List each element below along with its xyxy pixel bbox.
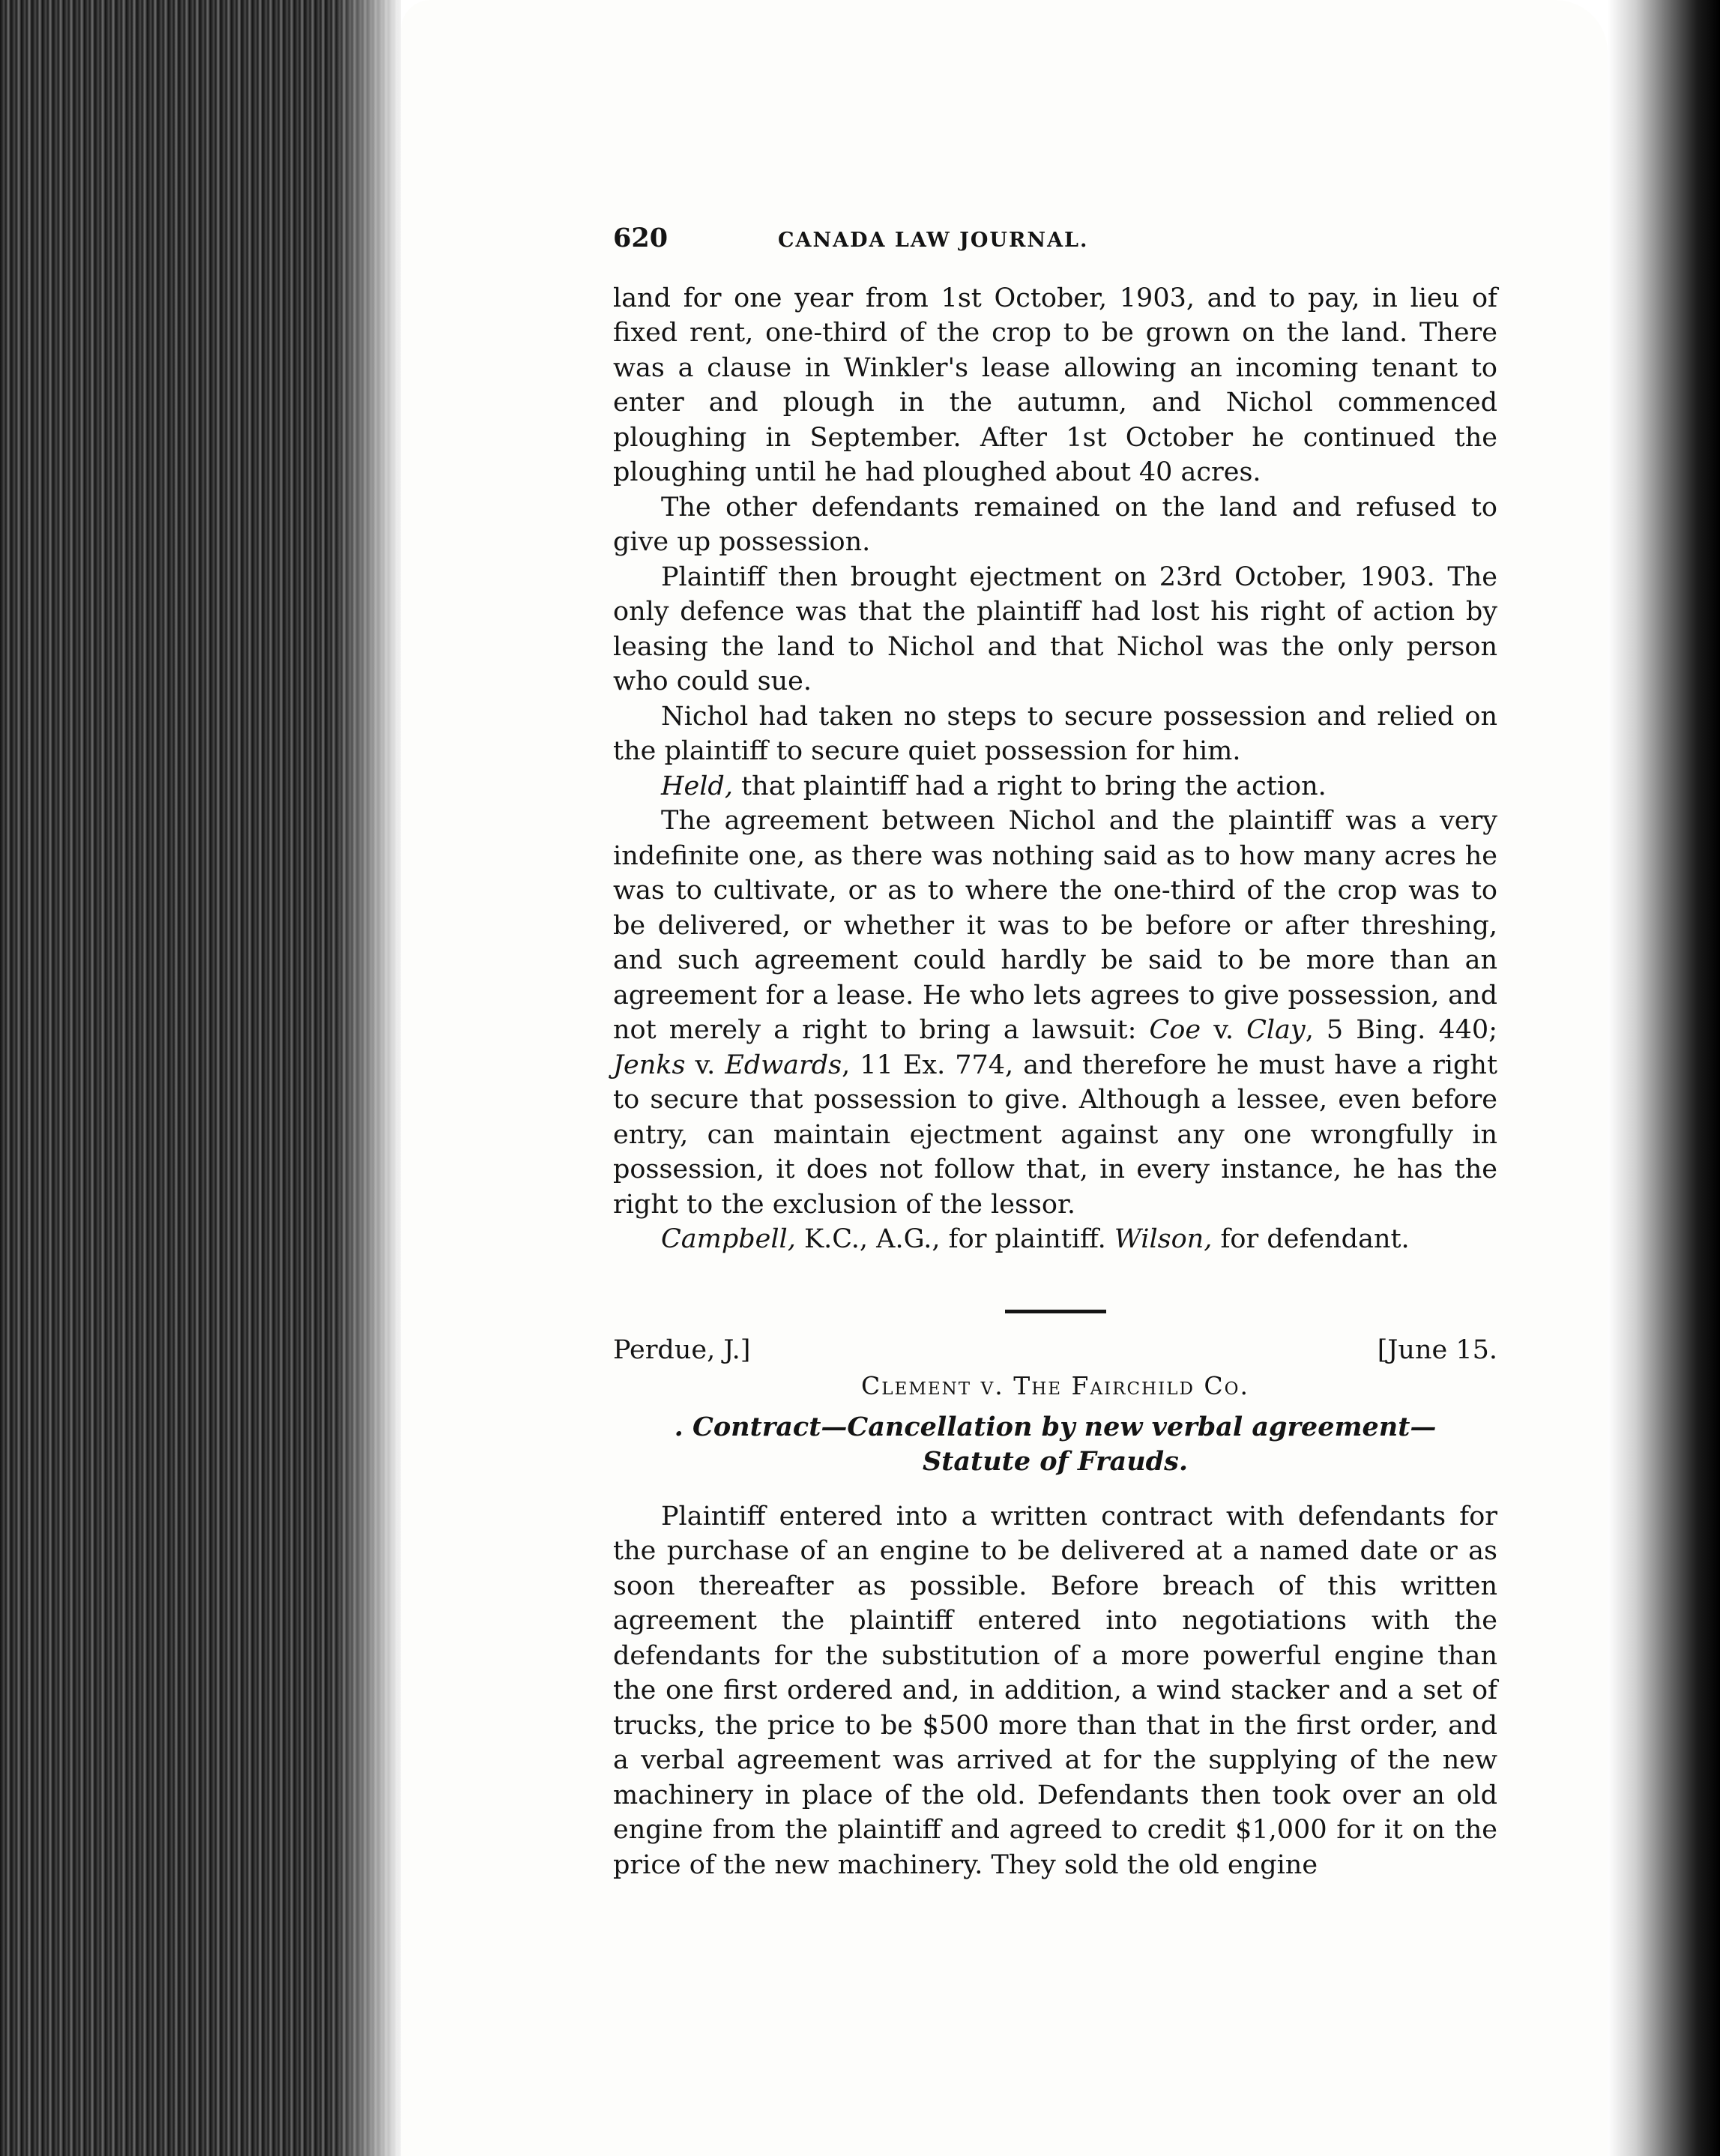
book-shadow-edge bbox=[1608, 0, 1720, 2156]
paragraph: Plaintiff then brought ejectment on 23rd October, 1903. The only defence was that the plaintiff had lost his right of action by leasing the land to Nichol and that Nichol was the only person who could sue. bbox=[613, 561, 1497, 696]
decision-date: [June 15. bbox=[1377, 1334, 1497, 1365]
running-header bbox=[613, 221, 1497, 259]
reasoning-text: , 11 Ex. 774, and therefore he must have a right to secure that possession to give. Although a lessee, even before entry, can maintain ejectment against any one wrongfully in possession, it does not follow that, in every instance, he has the right to the exclusion of the lessor. bbox=[613, 1050, 1498, 1220]
paragraph: Nichol had taken no steps to secure possession and relied on the plaintiff to secure quiet possession for him. bbox=[613, 701, 1497, 766]
journal-title: CANADA LAW JOURNAL. bbox=[778, 229, 1089, 252]
citation: , 5 Bing. 440; bbox=[1305, 1015, 1497, 1045]
case-name: Edwards bbox=[725, 1050, 842, 1080]
counsel-role: for defendant. bbox=[1212, 1224, 1410, 1254]
counsel-role: K.C., A.G., for plaintiff. bbox=[795, 1224, 1114, 1254]
case-title: Clement v. The Fairchild Co. bbox=[861, 1371, 1249, 1400]
case-name: Coe bbox=[1149, 1015, 1201, 1045]
judge: Perdue, J.] bbox=[613, 1334, 751, 1365]
versus: v. bbox=[1201, 1015, 1247, 1045]
book-binding-edge bbox=[0, 0, 401, 2156]
held-label: Held, bbox=[661, 771, 733, 801]
section-divider bbox=[1005, 1310, 1106, 1313]
page-number: 620 bbox=[613, 223, 669, 253]
paragraph: The other defendants remained on the land and refused to give up possession. bbox=[613, 492, 1497, 557]
headnote: . Contract—Cancellation by new verbal agreement—Statute of Frauds. bbox=[674, 1411, 1437, 1477]
holding-paragraph bbox=[613, 769, 1497, 804]
case-name: Jenks bbox=[613, 1050, 686, 1080]
reasoning-paragraph bbox=[613, 804, 1497, 1222]
counsel-name: Campbell, bbox=[661, 1224, 796, 1254]
page-text bbox=[613, 221, 1497, 1882]
holding-text: that plaintiff had a right to bring the action. bbox=[732, 771, 1327, 801]
paragraph: land for one year from 1st October, 1903, and to pay, in lieu of fixed rent, one-third of the crop to be grown on the land. There was a clause in Winkler's lease allowing an incoming tenant to enter and plough in the autumn, and Nichol commenced ploughing in September. After 1st October he continued the ploughing until he had ploughed about 40 acres. bbox=[613, 283, 1497, 487]
versus: v. bbox=[685, 1050, 725, 1080]
counsel-name: Wilson, bbox=[1114, 1224, 1213, 1254]
judge-date-line bbox=[613, 1333, 1497, 1368]
paragraph: Plaintiff entered into a written contract with defendants for the purchase of an engine to be delivered at a named date or as soon thereafter as possible. Before breach of this written agreement the plaintiff entered into negotiations with the defendants for the substitution of a more powerful engine than the one first ordered and, in addition, a wind stacker and a set of trucks, the price to be $500 more than that in the first order, and a verbal agreement was arrived at for the supplying of the new machinery in place of the old. Defendants then took over an old engine from the plaintiff and agreed to credit $1,000 for it on the price of the new machinery. They sold the old engine bbox=[613, 1501, 1497, 1880]
case-name: Clay bbox=[1246, 1015, 1306, 1045]
reasoning-text: The agreement between Nichol and the plaintiff was a very indefinite one, as there was nothing said as to how many acres he was to cultivate, or as to where the one-third of the crop was to be delivered, or whether it was to be before or after threshing, and such agreement could hardly be said to be more than an agreement for a lease. He who lets agrees to give possession, and not merely a right to bring a lawsuit: bbox=[613, 806, 1497, 1045]
counsel-line bbox=[613, 1222, 1497, 1257]
